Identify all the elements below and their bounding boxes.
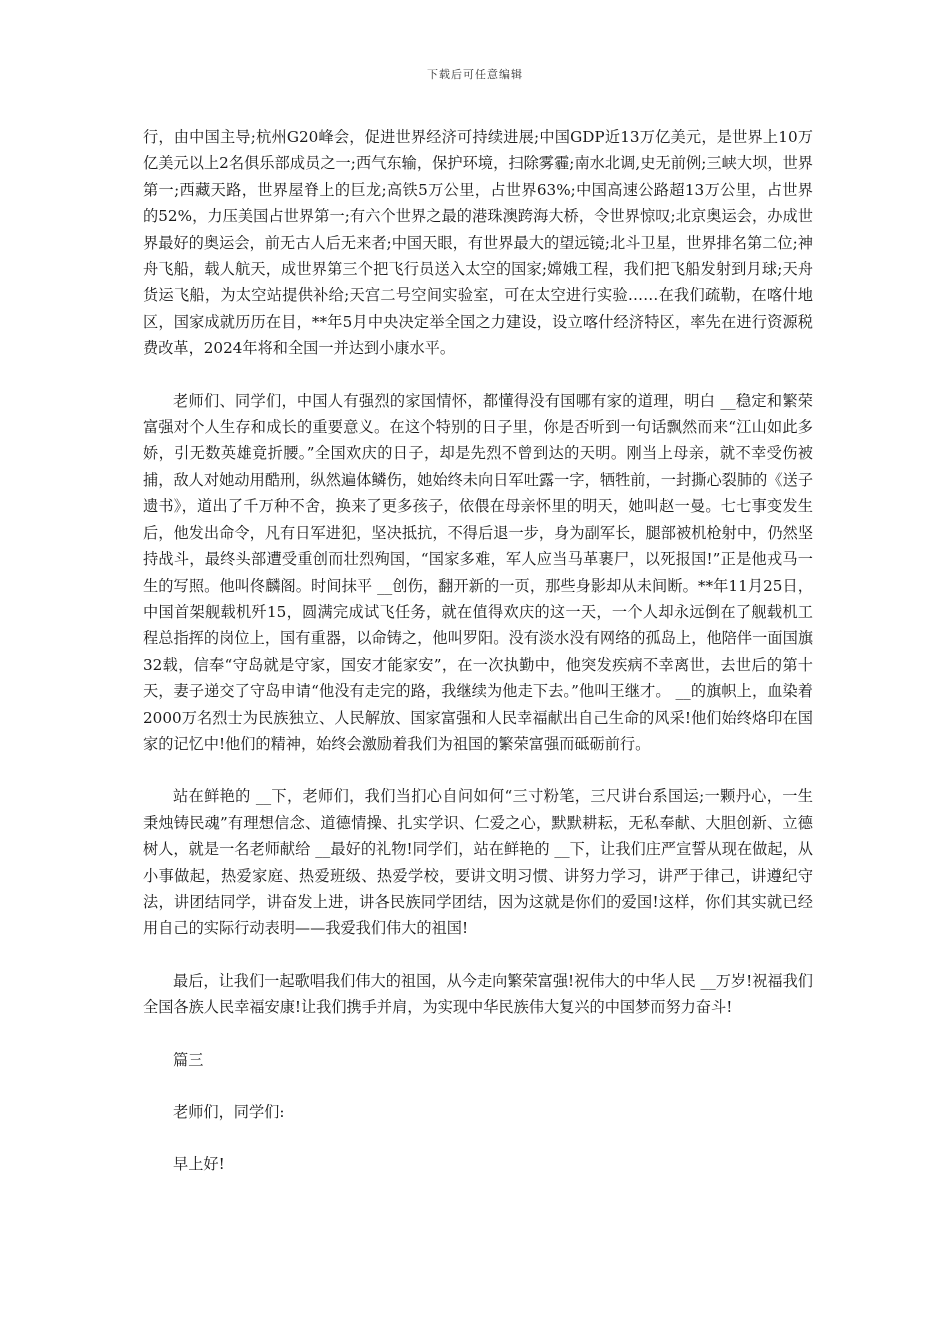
document-body [143,124,813,1204]
page-header: 下载后可任意编辑 [427,68,523,81]
greeting: 老师们，同学们: [173,1103,285,1121]
section-title: 篇三 [173,1050,204,1069]
paragraph-achievements: 行，由中国主导;杭州G20峰会，促进世界经济可持续进展;中国GDP近13万亿美元，是世界上10万亿美元以上2名俱乐部成员之一;西气东输，保护环境，扫除雾霾;南水北调,史无前例;三峡大坝，世界第一;西藏天路，世界屋脊上的巨龙;高铁5万公里，占世界63%;中国高速公路超13万公里，占世界的52%，力压美国占世界第一;有六个世界之最的港珠澳跨海大桥，令世界惊叹;北京奥运会，办成世界最好的奥运会，前无古人后无来者;中国天眼，有世界最大的望远镜;北斗卫星，世界排名第二位;神舟飞船，载人航天，成世界第三个把飞行员送入太空的国家;嫦娥工程，我们把飞船发射到月球;天舟货运飞船，为太空站提供补给;天宫二号空间实验室，可在太空进行实验……在我们疏勒，在喀什地区，国家成就历历在目，**年5月中央决定举全国之力建设，设立喀什经济特区，率先在进行资源税费改革，2024年将和全国一并达到小康水平。 [143,128,813,358]
morning-greeting: 早上好! [173,1155,225,1174]
paragraph-closing: 最后，让我们一起歌唱我们伟大的祖国，从今走向繁荣富强!祝伟大的中华人民 __万岁!祝福我们全国各族人民幸福安康!让我们携手并肩，为实现中华民族伟大复兴的中国梦而努力奋斗! [143,971,813,1017]
paragraph-heroes: 老师们、同学们，中国人有强烈的家国情怀，都懂得没有国哪有家的道理，明白 __稳定和繁荣富强对个人生存和成长的重要意义。在这个特别的日子里，你是否听到一句话飘然而来“江山如此多娇，引无数英雄竟折腰。”全国欢庆的日子，却是先烈不曾到达的天明。刚当上母亲，就不幸受伤被捕，敌人对她动用酷刑，纵然遍体鳞伤，她始终未向日军吐露一字，牺牲前，一封撕心裂肺的《送子遗书》，道出了千万种不舍，换来了更多孩子，依偎在母亲怀里的明天，她叫赵一曼。七七事变发生后，他发出命令，凡有日军进犯，坚决抵抗，不得后退一步，身为副军长，腿部被机枪射中，仍然坚持战斗，最终头部遭受重创而壮烈殉国，“国家多难，军人应当马革裹尸，以死报国!”正是他戎马一生的写照。他叫佟麟阁。时间抹平 __创伤，翻开新的一页，那些身影却从未间断。**年11月25日，中国首架舰载机歼15，圆满完成试飞任务，就在值得欢庆的这一天，一个人却永远倒在了舰载机工程总指挥的岗位上，国有重器，以命铸之，他叫罗阳。没有淡水没有网络的孤岛上，他陪伴一面国旗32载，信奉“守岛就是守家，国安才能家安”，在一次执勤中，他突发疾病不幸离世，去世后的第十天，妻子递交了守岛申请“他没有走完的路，我继续为他走下去。”他叫王继才。 __的旗帜上，血染着2000万名烈士为民族独立、人民解放、国家富强和人民幸福献出自己生命的风采!他们始终烙印在国家的记忆中!他们的精神，始终会激励着我们为祖国的繁荣富强而砥砺前行。 [143,391,813,753]
paragraph-flag-oath: 站在鲜艳的 __下，老师们，我们当扪心自问如何“三寸粉笔，三尺讲台系国运;一颗丹心，一生秉烛铸民魂”有理想信念、道德情操、扎实学识、仁爱之心，默默耕耘，无私奉献、大胆创新、立德树人，就是一名老师献给 __最好的礼物!同学们，站在鲜艳的 __下，让我们庄严宣誓从现在做起，从小事做起，热爱家庭、热爱班级、热爱学校，要讲文明习惯、讲努力学习，讲严于律己，讲遵纪守法，讲团结同学，讲奋发上进，讲各民族同学团结，因为这就是你们的爱国!这样，你们其实就已经用自己的实际行动表明——我爱我们伟大的祖国! [143,787,813,938]
